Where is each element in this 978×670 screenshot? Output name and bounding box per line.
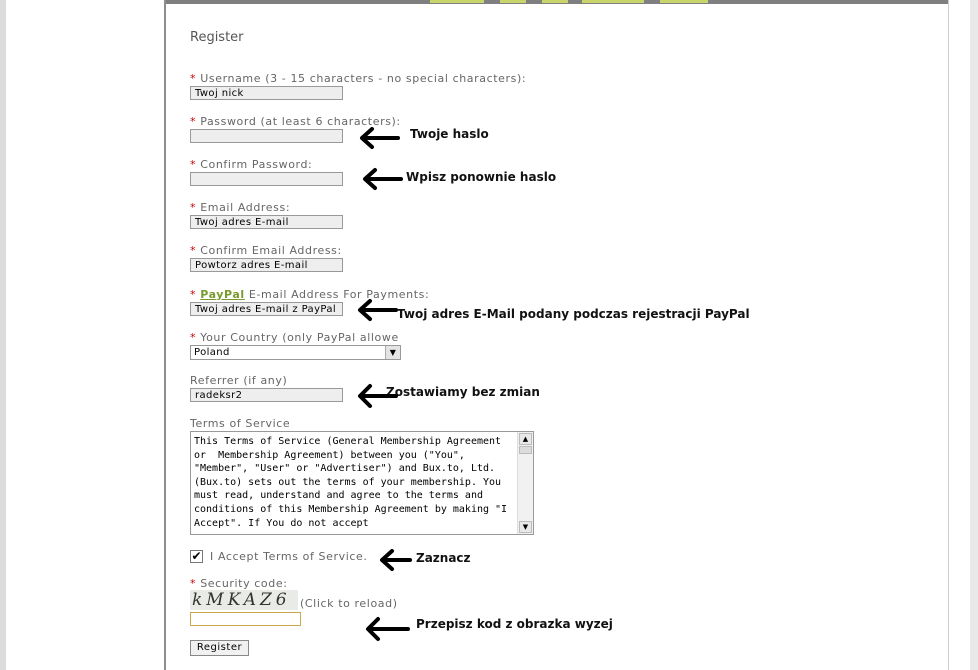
captcha-image[interactable]: kMKAZ6 [190, 590, 298, 610]
confirm-email-input[interactable]: Powtorz adres E-mail [190, 258, 343, 272]
content-left-border [164, 0, 166, 670]
scroll-down-icon[interactable]: ▼ [519, 521, 532, 533]
password-note: Twoje haslo [410, 127, 489, 141]
referrer-note: Zostawiamy bez zmian [386, 385, 540, 399]
accept-note: Zaznacz [416, 551, 471, 565]
page-title: Register [190, 30, 244, 45]
chevron-down-icon[interactable]: ▼ [385, 346, 400, 359]
country-label: * Your Country (only PayPal allowe [190, 331, 399, 344]
accept-tos-label: I Accept Terms of Service. [210, 550, 368, 563]
top-nav-tab[interactable] [582, 0, 644, 3]
arrow-left-icon [364, 616, 410, 642]
paypal-link[interactable]: PayPal [200, 288, 245, 301]
referrer-input[interactable]: radeksr2 [190, 388, 343, 402]
arrow-left-icon [356, 383, 398, 409]
top-nav-tab[interactable] [542, 0, 568, 3]
confirm-email-label: * Confirm Email Address: [190, 244, 342, 257]
username-label: * Username (3 - 15 characters - no special characters): [190, 72, 527, 85]
right-panel-edge [970, 0, 978, 670]
left-panel-edge [0, 0, 6, 670]
top-nav-tab[interactable] [660, 0, 708, 3]
arrow-left-icon [358, 126, 400, 150]
arrow-left-icon [361, 167, 403, 191]
tos-text: This Terms of Service (General Membership Agreement or Membership Agreement) between you ("You", "Member", "User" or "Advertiser") and Bux.to, Ltd. (Bux.to) sets out the terms of your membership. You must read, understand and agree to the terms and conditions of this Membership Agreement by making "I Accept". If You do not accept [194, 436, 514, 529]
confirm-password-note: Wpisz ponownie haslo [406, 170, 557, 184]
arrow-left-icon [378, 548, 412, 572]
confirm-password-input[interactable] [190, 172, 343, 186]
paypal-email-input[interactable]: Twoj adres E-mail z PayPal [190, 302, 343, 316]
reload-captcha-link[interactable]: (Click to reload) [300, 597, 398, 610]
scrollbar-thumb[interactable] [519, 446, 532, 454]
captcha-note: Przepisz kod z obrazka wyzej [416, 617, 613, 631]
tos-label: Terms of Service [190, 417, 291, 430]
accept-tos-checkbox[interactable]: ✔ [191, 549, 202, 563]
tos-scrollbar[interactable] [517, 432, 533, 534]
email-label: * Email Address: [190, 201, 291, 214]
password-input[interactable] [190, 129, 343, 143]
email-input[interactable]: Twoj adres E-mail [190, 215, 343, 229]
top-nav-tab[interactable] [430, 0, 484, 3]
security-code-input[interactable] [190, 612, 301, 626]
confirm-password-label: * Confirm Password: [190, 158, 313, 171]
country-select-value: Poland [194, 347, 230, 358]
password-label: * Password (at least 6 characters): [190, 115, 401, 128]
referrer-label: Referrer (if any) [190, 374, 288, 387]
paypal-note: Twoj adres E-Mail podany podczas rejestracji PayPal [397, 307, 750, 321]
username-input[interactable]: Twoj nick [190, 86, 343, 100]
scroll-up-icon[interactable]: ▲ [519, 433, 532, 445]
tos-textarea[interactable] [190, 431, 534, 535]
top-nav-tab[interactable] [500, 0, 526, 3]
country-select[interactable] [190, 345, 401, 360]
content-right-border [948, 0, 949, 670]
security-code-label: * Security code: [190, 577, 288, 590]
register-button[interactable]: Register [190, 640, 249, 656]
arrow-left-icon [356, 298, 398, 322]
paypal-email-label: * PayPal E-mail Address For Payments: [190, 288, 430, 301]
